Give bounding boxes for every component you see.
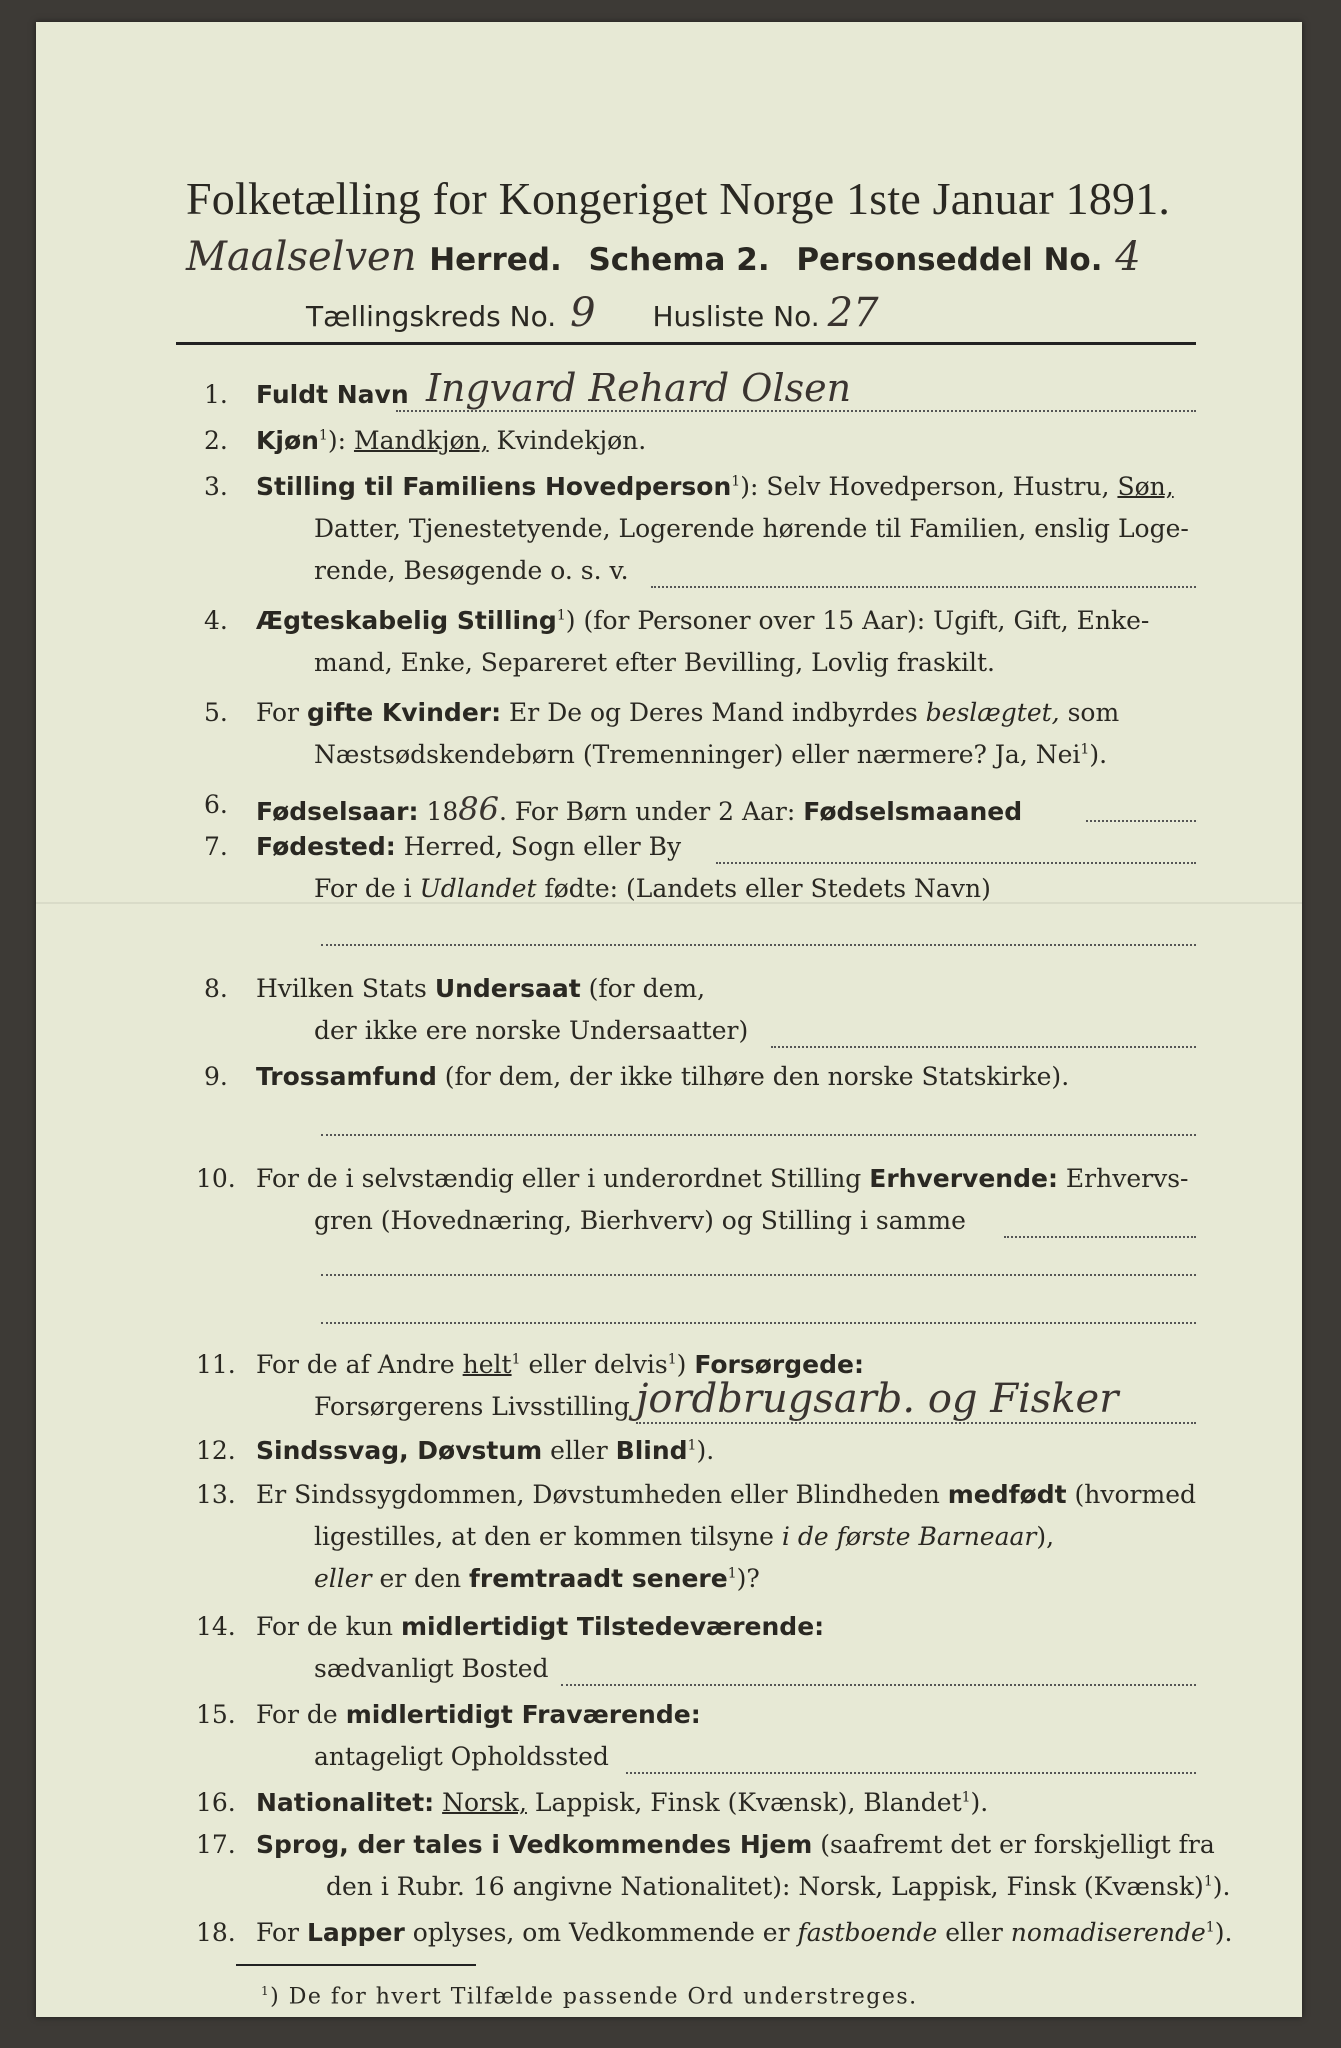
- q10-line2: gren (Hovednæring, Bierhverv) og Stilling i samme: [314, 1206, 966, 1235]
- personseddel-value: 4: [1115, 234, 1141, 280]
- q13-line3b: )?: [736, 1564, 760, 1593]
- q1-label: Fuldt Navn: [256, 380, 409, 409]
- q11-label: Forsørgede:: [694, 1350, 864, 1379]
- form-title: Folketælling for Kongeriget Norge 1ste Januar 1891.: [186, 173, 1171, 224]
- q13-line3-italic: eller: [314, 1564, 372, 1593]
- q15-number: 15.: [196, 1700, 236, 1729]
- q13-number: 13.: [196, 1480, 236, 1509]
- q13-line2b: ),: [1036, 1522, 1055, 1551]
- q16-number: 16.: [196, 1788, 236, 1817]
- q7-line2-italic: Udlandet: [419, 874, 537, 903]
- q18-mid: eller: [937, 1918, 1011, 1947]
- q3-line3: rende, Besøgende o. s. v.: [314, 556, 629, 585]
- header-rule: [176, 342, 1196, 345]
- q6-prefix: 18: [418, 797, 459, 826]
- q13-line2-italic: i de første Barneaar: [781, 1522, 1037, 1551]
- q16-label: Nationalitet:: [256, 1788, 435, 1817]
- q12-end: ).: [696, 1436, 715, 1465]
- q1-value: Ingvard Rehard Olsen: [426, 366, 852, 410]
- q2-sup: 1: [318, 427, 328, 444]
- q6-mid: . For Børn under 2 Aar:: [498, 797, 804, 826]
- census-form-sheet: Folketælling for Kongeriget Norge 1ste Januar 1891. Maalselven Herred. Schema 2. Personseddel No. 4 Tællingskreds No. 9 Husliste No. 27 1. Fuldt Navn Ingvard Rehard Olsen 2. Kjøn$^1$): Mandkjøn, Kvindekjøn. 3. Stilling til Familiens Hovedperson$^1$): Selv Hovedperson, Hustru, Søn, Datter, Tjenestetyende, Logerende hørende til Familien, enslig Loge- rende, Besøgende o. s. v. 4. Ægteskabelig Stilling$^1$) (for Personer over 15 Aar): Ugift, Gift, Enke- mand, Enke, Separeret efter Bevilling, Lovlig fraskilt. 5. For gifte Kvinder: Er De og Deres Mand indbyrdes beslægtet, som Næstsødskendebørn (Tremenninger) eller nærmere? Ja, Nei$^1$). 6. Fødselsaar: 1886. For Børn under 2 Aar: Fødselsmaaned 7. Fødested: Herred, Sogn eller By For de i Udlandet fødte: (Landets eller Stedets Navn) 8. Hvilken Stats Undersaat (for dem, der ikke ere norske Undersaatter) 9. Trossamfund (for dem, der ikke tilhøre den norske Statskirke). 10. For de i selvstændig eller i underordnet Stilling Erhvervende: Erhvervs- gren (Hovednæring, Bierhverv) og Stilling i samme 11. For de af Andre helt$^1$ eller delvis$^1$) Forsørgede: Forsørgerens Livsstilling jordbrugsarb. og Fisker 12. Sindssvag, Døvstum eller Blind$^1$). 13. Er Sindssygdommen, Døvstumheden eller Blindheden medfødt (hvormed ligestilles, at den er kommen tilsyne i de første Barneaar), eller er den fremtraadt senere$^1$)? 14. For de kun midlertidigt Tilstedeværende: sædvanligt Bosted 15. For de midlertidigt Fraværende: antageligt Opholdssted 16. Nationalitet: Norsk, Lappisk, Finsk (Kvænsk), Blandet$^1$). 17. Sprog, der tales i Vedkommendes Hjem (saafremt det er forskjelligt fra den i Rubr. 16 angivne Nationalitet): Norsk, Lappisk, Finsk (Kvænsk)$^1$). 18. For Lapper oplyses, om Vedkommende er fastboende eller nomadiserende$^1$). $^1$) De for hvert Tilfælde passende Ord understreges.: [36, 22, 1302, 2017]
- q13-line2a: ligestilles, at den er kommen tilsyne: [314, 1522, 782, 1551]
- q5-italic: beslægtet,: [925, 698, 1060, 727]
- q3-dotted-line: [651, 586, 1196, 588]
- q9-number: 9.: [204, 1062, 228, 1091]
- q7-label: Fødested:: [256, 832, 396, 861]
- q7-dotted-line: [716, 862, 1196, 864]
- q2-rest: ):: [327, 426, 354, 455]
- q7-line1: Herred, Sogn eller By: [395, 832, 682, 861]
- q11-line1b: eller delvis: [520, 1350, 668, 1379]
- q12-mid: eller: [542, 1436, 616, 1465]
- q18-italic2: nomadiserende: [1010, 1918, 1206, 1947]
- q3-line2: Datter, Tjenestetyende, Logerende hørende til Familien, enslig Loge-: [314, 514, 1189, 543]
- q15-line2: antageligt Opholdssted: [314, 1742, 609, 1771]
- q6-number: 6.: [204, 790, 228, 819]
- q8-dotted-line: [771, 1046, 1196, 1048]
- schema-label: Schema 2.: [588, 242, 770, 278]
- q8-line2: der ikke ere norske Undersaatter): [314, 1016, 749, 1045]
- q6-label2: Fødselsmaaned: [803, 797, 1023, 826]
- q18-italic1: fastboende: [797, 1918, 938, 1947]
- q4-label: Ægteskabelig Stilling: [256, 606, 557, 635]
- q7-line2b: fødte: (Landets eller Stedets Navn): [536, 874, 991, 903]
- q10-answer-line-1: [321, 1274, 1196, 1276]
- q1-number: 1.: [204, 380, 228, 409]
- q13-label: medfødt: [947, 1480, 1067, 1509]
- q16-end: ).: [970, 1788, 989, 1817]
- q11-line1a: For de af Andre: [256, 1350, 463, 1379]
- q5-line2: Næstsødskendebørn (Tremenninger) eller nærmere? Ja, Nei: [314, 740, 1081, 769]
- kreds-label: Tællingskreds No.: [306, 300, 557, 333]
- q17-number: 17.: [196, 1830, 236, 1859]
- q15-label: midlertidigt Fraværende:: [345, 1700, 701, 1729]
- q9-answer-line: [321, 1134, 1196, 1136]
- footnote: [261, 1984, 918, 2009]
- q10-label: Erhvervende:: [869, 1164, 1058, 1193]
- q10-number: 10.: [196, 1164, 236, 1193]
- q4-line2: mand, Enke, Separeret efter Bevilling, Lovlig fraskilt.: [314, 648, 995, 677]
- q12-label: Sindssvag, Døvstum: [256, 1436, 543, 1465]
- q7-number: 7.: [204, 832, 228, 861]
- q5-line1b: som: [1059, 698, 1120, 727]
- herred-value: Maalselven: [186, 234, 417, 280]
- q14-number: 14.: [196, 1612, 236, 1641]
- q3-label: Stilling til Familiens Hovedperson: [256, 472, 732, 501]
- q3-opt-son: Søn,: [1117, 472, 1174, 501]
- q13-line1b: (hvormed: [1066, 1480, 1196, 1509]
- q8-line1a: Hvilken Stats: [256, 974, 435, 1003]
- q12-number: 12.: [196, 1436, 236, 1465]
- q16-opt-norsk: Norsk,: [442, 1788, 527, 1817]
- herred-line: [186, 234, 1141, 280]
- q14-label: midlertidigt Tilstedeværende:: [400, 1612, 825, 1641]
- q4-number: 4.: [204, 606, 228, 635]
- q15-dotted-line: [626, 1772, 1196, 1774]
- q8-label: Undersaat: [434, 974, 581, 1003]
- kreds-line: [306, 290, 879, 336]
- q6-label: Fødselsaar:: [256, 797, 419, 826]
- q6-value: 86: [458, 790, 499, 828]
- q18-line: oplyses, om Vedkommende er: [404, 1918, 798, 1947]
- q11-line2: Forsørgerens Livsstilling: [314, 1392, 630, 1421]
- q3-line1: ): Selv Hovedperson, Hustru,: [740, 472, 1118, 501]
- q18-pre: For: [256, 1918, 307, 1947]
- q10-line1b: Erhvervs-: [1057, 1164, 1189, 1193]
- q17-label: Sprog, der tales i Vedkommendes Hjem: [256, 1830, 813, 1859]
- footnote-text: ) De for hvert Tilfælde passende Ord understreges.: [270, 1984, 918, 2010]
- q4-line1: ) (for Personer over 15 Aar): Ugift, Gift, Enke-: [565, 606, 1150, 635]
- q2-opt-kvindekjon: Kvindekjøn.: [488, 426, 647, 455]
- q7-line2a: For de i: [314, 874, 420, 903]
- q7-answer-line: [321, 944, 1196, 946]
- q11-helt: helt: [462, 1350, 512, 1379]
- q3-number: 3.: [204, 472, 228, 501]
- q10-line1a: For de i selvstændig eller i underordnet Stilling: [256, 1164, 870, 1193]
- q5-label: gifte Kvinder:: [306, 698, 502, 727]
- q11-value: jordbrugsarb. og Fisker: [636, 1376, 1119, 1422]
- footnote-sup: 1: [261, 1984, 271, 1998]
- q13-line3a: er den: [371, 1564, 470, 1593]
- personseddel-label: Personseddel No.: [796, 242, 1103, 278]
- q1-dotted-line: [396, 410, 1196, 412]
- q14-dotted-line: [561, 1684, 1196, 1686]
- q9-label: Trossamfund: [256, 1062, 437, 1091]
- husliste-value: 27: [827, 290, 879, 336]
- husliste-label: Husliste No.: [652, 300, 820, 333]
- q2-label: Kjøn: [256, 426, 319, 455]
- q18-label: Lapper: [306, 1918, 405, 1947]
- q17-end: ).: [1212, 1872, 1231, 1901]
- q17-line1: (saafremt det er forskjelligt fra: [812, 1830, 1215, 1859]
- q11-dotted-line: [636, 1422, 1196, 1424]
- q18-end: ).: [1214, 1918, 1233, 1947]
- q15-line1a: For de: [256, 1700, 346, 1729]
- q17-line2: den i Rubr. 16 angivne Nationalitet): Norsk, Lappisk, Finsk (Kvænsk): [326, 1872, 1204, 1901]
- q16-line: Lappisk, Finsk (Kvænsk), Blandet: [526, 1788, 962, 1817]
- q12-label2: Blind: [615, 1436, 688, 1465]
- q2-number: 2.: [204, 426, 228, 455]
- footnote-rule: [236, 1964, 476, 1966]
- q8-number: 8.: [204, 974, 228, 1003]
- q5-line1: Er De og Deres Mand indbyrdes: [501, 698, 926, 727]
- q5-line2b: ).: [1089, 740, 1108, 769]
- q5-pre: For: [256, 698, 307, 727]
- q13-label2: fremtraadt senere: [469, 1564, 728, 1593]
- q10-answer-line-2: [321, 1322, 1196, 1324]
- q14-line2: sædvanligt Bosted: [314, 1654, 549, 1683]
- q9-line: (for dem, der ikke tilhøre den norske Statskirke).: [436, 1062, 1070, 1091]
- q5-number: 5.: [204, 698, 228, 727]
- q2-opt-mandkjon: Mandkjøn,: [353, 426, 489, 455]
- q11-number: 11.: [196, 1350, 236, 1379]
- q18-number: 18.: [196, 1918, 236, 1947]
- q14-line1a: For de kun: [256, 1612, 401, 1641]
- kreds-value: 9: [570, 290, 596, 336]
- q13-line1a: Er Sindssygdommen, Døvstumheden eller Blindheden: [256, 1480, 948, 1509]
- q8-line1b: (for dem,: [580, 974, 706, 1003]
- q10-dotted-line: [1004, 1236, 1196, 1238]
- herred-label: Herred.: [429, 242, 562, 278]
- q6-dotted-line: [1086, 820, 1196, 822]
